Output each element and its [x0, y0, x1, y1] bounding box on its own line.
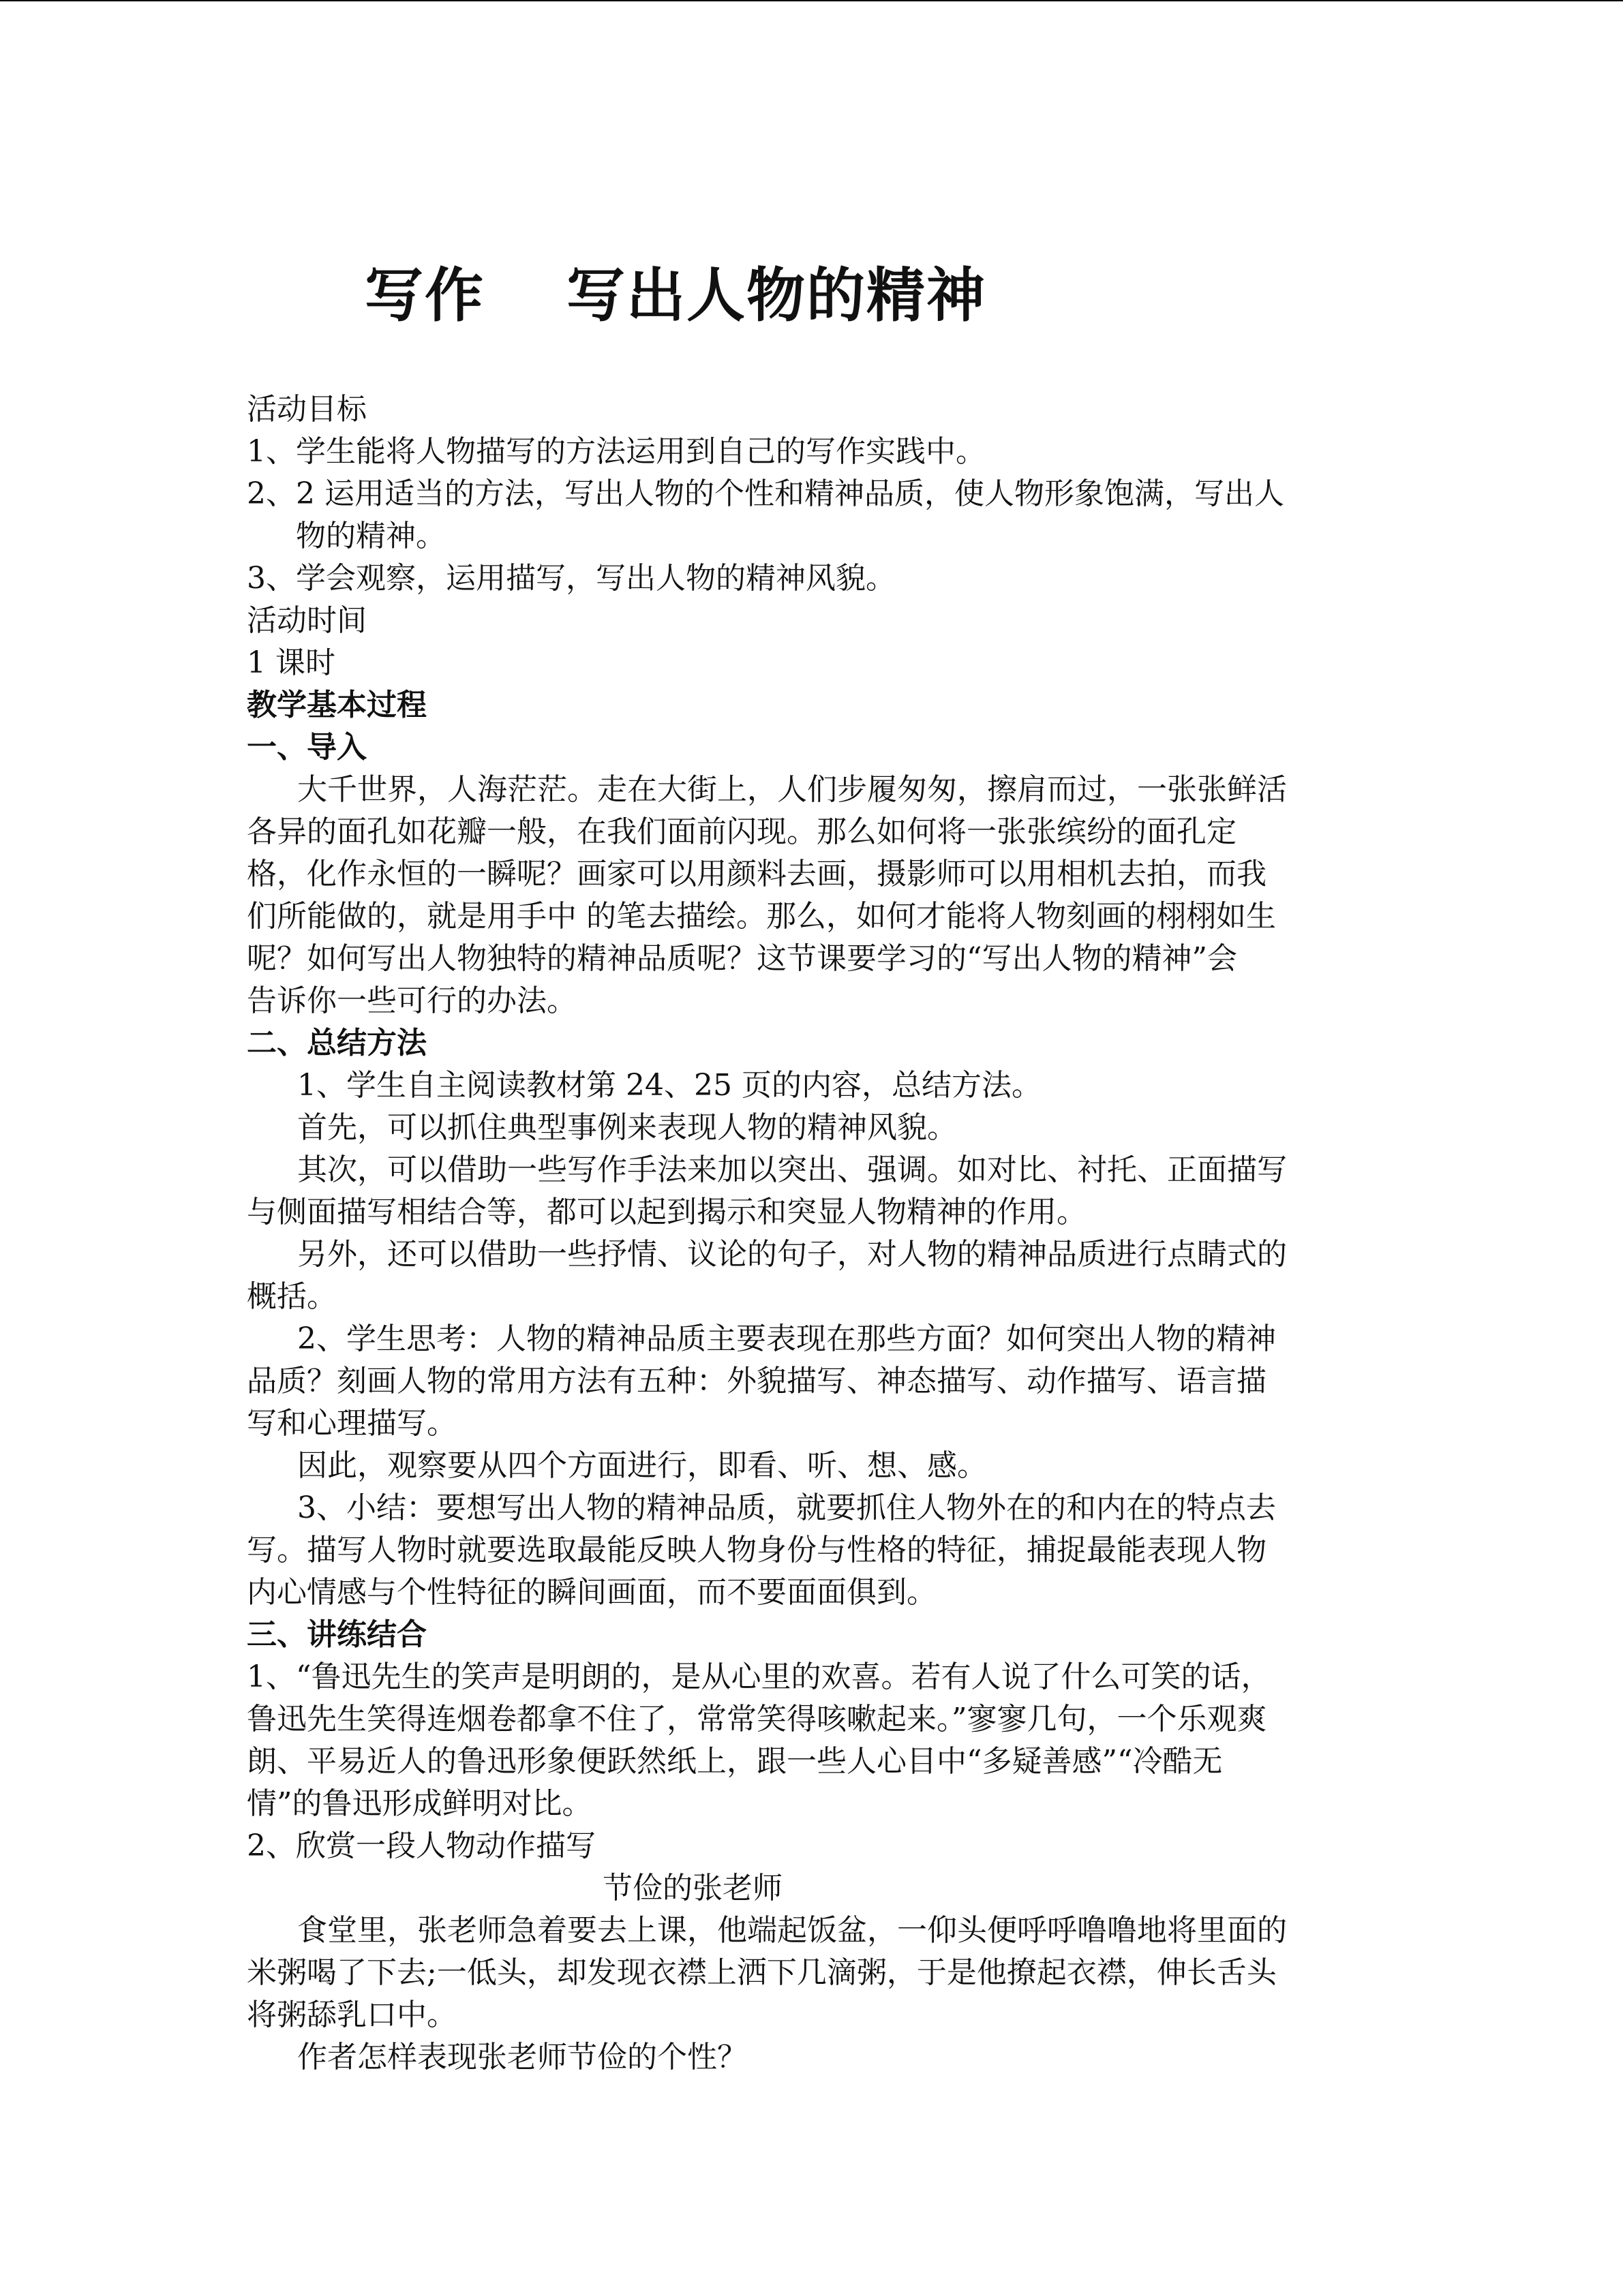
text-line: 食堂里，张老师急着要去上课，他端起饭盆，一仰头便呼呼噜噜地将里面的: [297, 1913, 1287, 1948]
section-heading: 三、讲练结合: [247, 1617, 427, 1652]
document-body: [247, 388, 1378, 2079]
text-line: 2、2 运用适当的方法，写出人物的个性和精神品质，使人物形象饱满，写出人: [247, 476, 1284, 511]
text-line: 首先，可以抓住典型事例来表现人物的精神风貌。: [297, 1110, 957, 1145]
text-line: 活动目标: [247, 392, 367, 427]
text-line: 物的精神。: [296, 519, 446, 553]
text-line: 们所能做的，就是用手中 的笔去描绘。那么，如何才能将人物刻画的栩栩如生: [247, 899, 1276, 934]
section-heading: 一、导入: [247, 730, 367, 765]
text-line: 1、学生自主阅读教材第 24、25 页的内容，总结方法。: [297, 1068, 1042, 1103]
text-line: 内心情感与个性特征的瞬间画面，而不要面面俱到。: [247, 1575, 937, 1610]
text-line: 3、学会观察，运用描写，写出人物的精神风貌。: [247, 561, 896, 596]
title-part-2: 写出人物的精神: [566, 261, 986, 330]
sample-title: 节俭的张老师: [603, 1871, 783, 1905]
text-line: 写。描写人物时就要选取最能反映人物身份与性格的特征，捕捉最能表现人物: [247, 1533, 1266, 1567]
text-line: 作者怎样表现张老师节俭的个性？: [297, 2040, 747, 2075]
document-title: [365, 255, 986, 337]
text-line: 因此，观察要从四个方面进行，即看、听、想、感。: [297, 1448, 987, 1483]
text-line: 1 课时: [247, 645, 335, 680]
text-line: 鲁迅先生笑得连烟卷都拿不住了，常常笑得咳嗽起来。”寥寥几句，一个乐观爽: [247, 1702, 1267, 1736]
text-line: 朗、平易近人的鲁迅形象便跃然纸上，跟一些人心目中“多疑善感”“冷酷无: [247, 1744, 1223, 1779]
text-line: 各异的面孔如花瓣一般，在我们面前闪现。那么如何将一张张缤纷的面孔定: [247, 814, 1237, 849]
title-part-1: 写作: [365, 261, 485, 330]
text-line: 情”的鲁迅形成鲜明对比。: [247, 1786, 592, 1821]
text-line: 2、学生思考：人物的精神品质主要表现在那些方面？如何突出人物的精神: [297, 1321, 1276, 1356]
text-line: 1、学生能将人物描写的方法运用到自己的写作实践中。: [247, 434, 986, 469]
text-line: 品质？刻画人物的常用方法有五种：外貌描写、神态描写、动作描写、语言描: [247, 1364, 1266, 1398]
text-line: 1、“鲁迅先生的笑声是明朗的，是从心里的欢喜。若有人说了什么可笑的话，: [247, 1659, 1271, 1694]
text-line: 米粥喝了下去;一低头，却发现衣襟上洒下几滴粥，于是他撩起衣襟，伸长舌头: [247, 1955, 1277, 1990]
text-line: 其次，可以借助一些写作手法来加以突出、强调。如对比、衬托、正面描写: [297, 1152, 1287, 1187]
text-line: 2、欣赏一段人物动作描写: [247, 1828, 596, 1863]
text-line: 大千世界，人海茫茫。走在大街上，人们步履匆匆，擦肩而过，一张张鲜活: [297, 772, 1287, 807]
section-heading: 二、总结方法: [247, 1026, 427, 1060]
section-heading: 教学基本过程: [247, 688, 427, 722]
text-line: 将粥舔乳口中。: [247, 1997, 457, 2032]
text-line: 3、小结：要想写出人物的精神品质，就要抓住人物外在的和内在的特点去: [297, 1490, 1276, 1525]
text-line: 格，化作永恒的一瞬呢？画家可以用颜料去画，摄影师可以用相机去拍，而我: [247, 857, 1266, 891]
text-line: 活动时间: [247, 603, 367, 638]
text-line: 概括。: [247, 1279, 337, 1314]
text-line: 另外，还可以借助一些抒情、议论的句子，对人物的精神品质进行点睛式的: [297, 1237, 1287, 1272]
text-line: 呢？如何写出人物独特的精神品质呢？这节课要学习的“写出人物的精神”会: [247, 941, 1237, 976]
text-line: 与侧面描写相结合等，都可以起到揭示和突显人物精神的作用。: [247, 1195, 1087, 1229]
text-line: 写和心理描写。: [247, 1406, 457, 1441]
text-line: 告诉你一些可行的办法。: [247, 983, 577, 1018]
